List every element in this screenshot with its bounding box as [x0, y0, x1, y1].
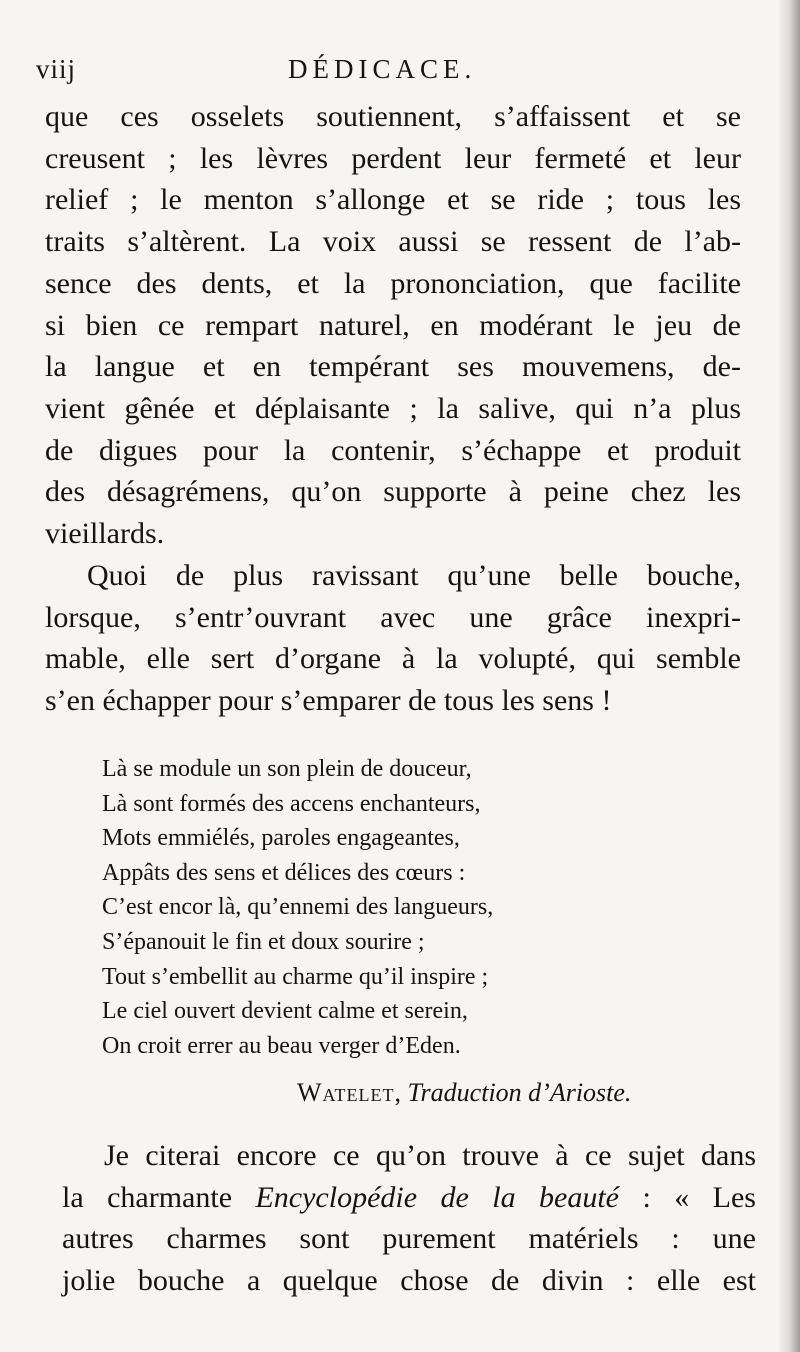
text-line: lorsque, s’entr’ouvrant avec une grâce inexpri-	[45, 600, 741, 634]
text-line: autres charmes sont purement matériels : une	[62, 1222, 756, 1256]
paragraph-continuation	[45, 96, 741, 555]
text-line: si bien ce rempart naturel, en modérant le jeu de	[45, 308, 741, 342]
paragraph-encyclopedia	[62, 1135, 756, 1302]
verse-line: Le ciel ouvert devient calme et serein,	[102, 998, 468, 1025]
verse-line: Appâts des sens et délices des cœurs :	[102, 859, 466, 886]
text-line: des désagrémens, qu’on supporte à peine chez les	[45, 475, 741, 509]
book-title: Encyclopédie de la beauté	[255, 1180, 619, 1214]
running-title: DÉDICACE.	[288, 54, 477, 84]
attribution-work: Traduction d’Arioste.	[407, 1078, 632, 1107]
attribution-separator: ,	[394, 1078, 408, 1107]
text-line: relief ; le menton s’allonge et se ride ; tous les	[45, 183, 741, 217]
verse-line: Là se module un son plein de douceur,	[102, 756, 472, 782]
text-line: vient gênée et déplaisante ; la salive, qui n’a plus	[45, 391, 741, 425]
text-segment: : « Les	[619, 1180, 756, 1214]
verse-line: Là sont formés des accens enchanteurs,	[102, 790, 481, 817]
paragraph-mouth	[45, 555, 741, 722]
text-line: sence des dents, et la prononciation, que facilite	[45, 266, 741, 300]
text-line: traits s’altèrent. La voix aussi se ressent de l’ab-	[45, 225, 741, 259]
text-line: Je citerai encore ce qu’on trouve à ce sujet dans	[104, 1139, 756, 1172]
verse-quotation	[102, 752, 493, 1063]
verse-line: Tout s’embellit au charme qu’il inspire ;	[102, 963, 489, 990]
attribution-author: Watelet	[297, 1078, 395, 1107]
text-line: mable, elle sert d’organe à la volupté, qui semble	[45, 642, 741, 676]
page-number: viij	[36, 54, 77, 84]
verse-line: On croit errer au beau verger d’Eden.	[102, 1032, 461, 1059]
page-edge-shadow	[778, 0, 800, 1352]
page-header	[0, 54, 800, 94]
text-line	[62, 1177, 756, 1219]
verse-line: C’est encor là, qu’ennemi des langueurs,	[102, 894, 494, 921]
text-line: de digues pour la contenir, s’échappe et produit	[45, 433, 741, 467]
text-line: vieillards.	[45, 517, 165, 551]
text-line: Quoi de plus ravissant qu’une belle bouche,	[87, 559, 741, 592]
text-line: que ces osselets soutiennent, s’affaissent et se	[45, 100, 741, 133]
text-line: creusent ; les lèvres perdent leur fermeté et leur	[45, 141, 741, 175]
verse-line: Mots emmiélés, paroles engageantes,	[102, 825, 460, 852]
text-line: la langue et en tempérant ses mouvemens, de-	[45, 350, 741, 384]
text-segment: la charmante	[62, 1180, 256, 1214]
verse-attribution	[297, 1078, 631, 1108]
text-line: jolie bouche a quelque chose de divin : elle est	[62, 1264, 756, 1298]
text-line: s’en échapper pour s’emparer de tous les sens !	[45, 684, 612, 718]
verse-line: S’épanouit le fin et doux sourire ;	[102, 928, 425, 955]
